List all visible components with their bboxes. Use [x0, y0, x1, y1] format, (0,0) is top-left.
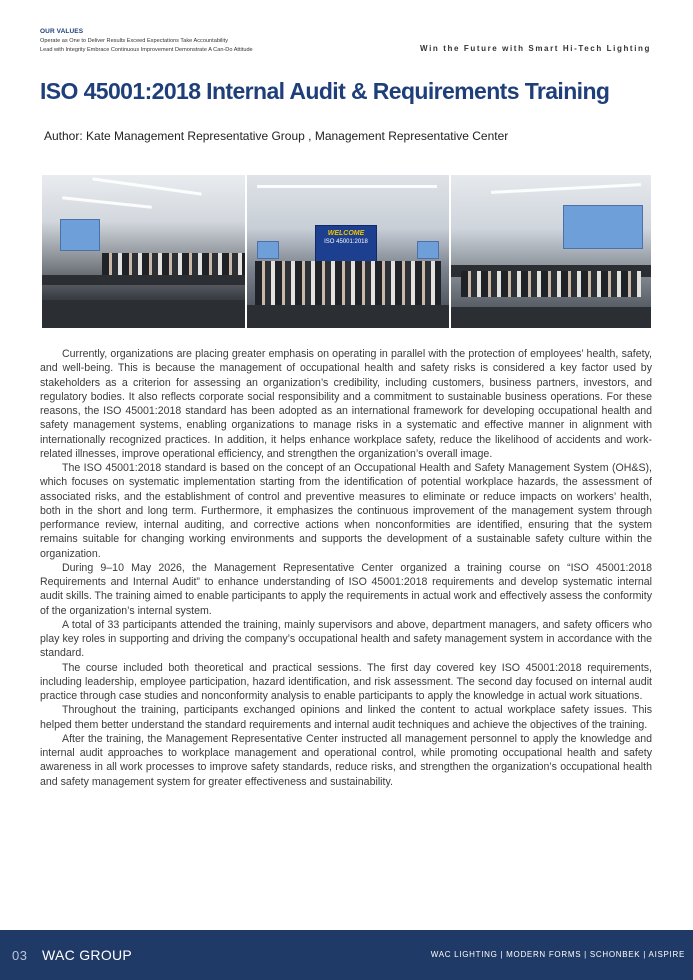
footer-brand-list: WAC LIGHTING | MODERN FORMS | SCHONBEK | AISPIRE: [430, 950, 685, 959]
tagline: Win the Future with Smart Hi-Tech Lighting: [420, 44, 651, 53]
page-footer: [0, 930, 693, 980]
values-title: OUR VALUES: [40, 28, 84, 35]
paragraph: The course included both theoretical and practical sessions. The first day covered key ISO 45001:2018 requirements, including leadership, employee participation, hazard identification, and risk assessment. The second day focused on internal audit practice through case studies and nonconformity analysis to enable participants to apply the knowledge in actual work situations.: [40, 661, 652, 702]
banner-welcome-text: WELCOME: [327, 230, 365, 237]
projector-screen: [563, 205, 643, 249]
paragraph: After the training, the Management Representative Center instructed all management personnel to apply the knowledge and internal audit approaches to workplace management and operational control, while promoting occupational health and safety awareness in all work processes to improve safety standards, reduce risks, and strengthen the organization’s occupational health and safety management system for greater effectiveness and sustainability.: [40, 732, 652, 788]
values-line-1: Operate as One to Deliver Results Exceed Expectations Take Accountability: [40, 38, 229, 44]
welcome-banner: [315, 225, 377, 263]
paragraph: The ISO 45001:2018 standard is based on the concept of an Occupational Health and Safety Management System (OH&S), which focuses on systematic implementation starting from the identification of potential workplace hazards, the assessment of associated risks, and the establishment of control and preventive measures to eliminate or reduce impacts on workers’ health, both in the short and long term. Furthermore, it emphasizes the continuous improvement of the management system through performance review, internal auditing, and corrective actions when nonconformities are identified, ensuring that the system remains suitable for changing working environments and supports the development of a sustainable safety culture within the organization.: [40, 462, 652, 560]
values-line-2: Lead with Integrity Embrace Continuous Improvement Demonstrate A Can-Do Attitude: [40, 47, 253, 53]
article-title: ISO 45001:2018 Internal Audit & Requirements Training: [40, 78, 610, 104]
paragraph: Currently, organizations are placing greater emphasis on operating in parallel with the protection of employees’ health, safety, and well-being. This is because the management of occupational health and safety risks is considered a key factor used by stakeholders as a criterion for assessing an organization’s credibility, including customers, business partners, investors, and regulatory bodies. It also reflects corporate social responsibility and a commitment to sustainable business operations. For these reasons, the ISO 45001:2018 standard has been adopted as an international framework for developing occupational health and safety management systems, enabling organizations to manage risks in a systematic and effective manner in alignment with internationally recognized practices. In addition, it helps enhance workplace safety, reduce the likelihood of accidents and work-related illnesses, improve operational efficiency, and strengthen the organization’s overall image.: [40, 348, 652, 460]
footer-brand: WAC GROUP: [42, 947, 133, 963]
paragraph: During 9–10 May 2026, the Management Representative Center organized a training course on “ISO 45001:2018 Requirements and Internal Audit” to enhance understanding of ISO 45001:2018 requirements and develop systematic internal audit skills. The training aimed to enable participants to apply the requirements in actual work and effectively assess the conformity of the organization’s internal system.: [40, 561, 653, 617]
paragraph: Throughout the training, participants exchanged opinions and linked the content to actual workplace safety issues. This helped them better understand the standard requirements and internal audit techniques and achieve the objectives of the training.: [40, 704, 652, 731]
banner-iso-text: ISO 45001:2018: [324, 239, 368, 245]
lecture-photo: [451, 175, 651, 328]
article-author: Author: Kate Management Representative Group , Management Representative Center: [44, 129, 509, 143]
photo-collage: [42, 175, 651, 328]
projector-screen: [257, 241, 279, 259]
paragraph: A total of 33 participants attended the training, mainly supervisors and above, department managers, and safety officers who play key roles in supporting and driving the company’s occupational health and safety management system in accordance with the standard.: [40, 618, 652, 660]
projector-screen: [417, 241, 439, 259]
article-body: [40, 347, 652, 789]
training-room-photo: [42, 175, 245, 328]
projector-screen: [60, 219, 100, 251]
group-photo: [247, 175, 449, 328]
page-number: 03: [12, 948, 28, 963]
company-values: [40, 28, 370, 55]
